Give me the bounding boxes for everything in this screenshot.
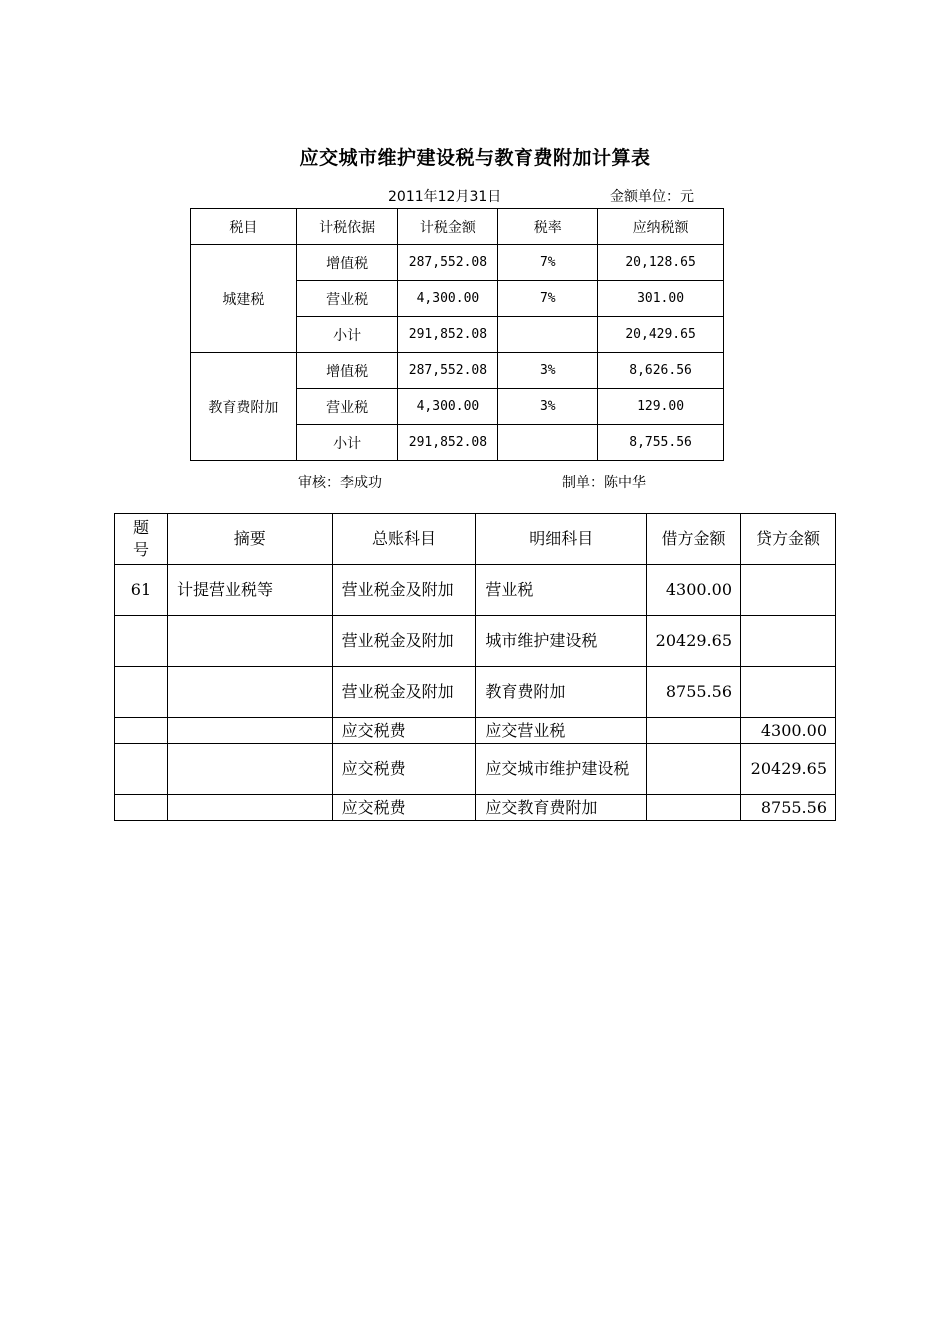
table-header-row: [115, 514, 836, 565]
amount-cell: 4,300.00: [398, 389, 498, 425]
tax-item-name: 教育费附加: [191, 353, 297, 461]
table-header-row: [191, 209, 724, 245]
detail-account-cell: 教育费附加: [476, 667, 647, 718]
general-account-cell: 营业税金及附加: [332, 667, 476, 718]
detail-account-cell: 应交城市维护建设税: [476, 744, 647, 795]
tax-calculation-table: [190, 208, 724, 461]
rate-cell: 7%: [498, 281, 598, 317]
tax-cell: 301.00: [598, 281, 724, 317]
table-row: [115, 667, 836, 718]
amount-cell: 4,300.00: [398, 281, 498, 317]
tax-cell: 8,626.56: [598, 353, 724, 389]
detail-account-cell: 营业税: [476, 565, 647, 616]
journal-entry-table: [114, 513, 836, 821]
rate-cell: 3%: [498, 389, 598, 425]
table-row: [115, 795, 836, 821]
rate-cell: [498, 317, 598, 353]
entry-number: [115, 718, 168, 744]
basis-cell: 营业税: [296, 389, 398, 425]
general-account-cell: 应交税费: [332, 744, 476, 795]
entry-number: [115, 616, 168, 667]
header-cell: 应纳税额: [598, 209, 724, 245]
detail-account-cell: 应交营业税: [476, 718, 647, 744]
general-account-cell: 应交税费: [332, 718, 476, 744]
tax-cell: 8,755.56: [598, 425, 724, 461]
amount-cell: 291,852.08: [398, 425, 498, 461]
debit-cell: 4300.00: [647, 565, 741, 616]
amount-cell: 287,552.08: [398, 245, 498, 281]
debit-cell: 20429.65: [647, 616, 741, 667]
report-date: 2011年12月31日: [388, 189, 502, 205]
table-row: [191, 353, 724, 389]
summary-cell: 计提营业税等: [167, 565, 332, 616]
header-cell: 计税依据: [296, 209, 398, 245]
credit-cell: 4300.00: [741, 718, 836, 744]
basis-cell: 增值税: [296, 245, 398, 281]
general-account-cell: 应交税费: [332, 795, 476, 821]
summary-cell: [167, 744, 332, 795]
debit-cell: [647, 718, 741, 744]
credit-cell: 8755.56: [741, 795, 836, 821]
table-row: [115, 616, 836, 667]
tax-cell: 20,128.65: [598, 245, 724, 281]
header-cell: 计税金额: [398, 209, 498, 245]
header-cell: 税目: [191, 209, 297, 245]
basis-cell: 小计: [296, 425, 398, 461]
header-cell: 总账科目: [332, 514, 476, 565]
summary-cell: [167, 795, 332, 821]
summary-cell: [167, 667, 332, 718]
header-cell: 明细科目: [476, 514, 647, 565]
preparer-signature: 制单：陈中华: [562, 475, 646, 491]
debit-cell: [647, 795, 741, 821]
tax-item-name: 城建税: [191, 245, 297, 353]
table-row: [115, 718, 836, 744]
table-row: [115, 744, 836, 795]
general-account-cell: 营业税金及附加: [332, 616, 476, 667]
debit-cell: [647, 744, 741, 795]
credit-cell: [741, 565, 836, 616]
table-row: [191, 245, 724, 281]
rate-cell: 7%: [498, 245, 598, 281]
basis-cell: 营业税: [296, 281, 398, 317]
entry-number: [115, 667, 168, 718]
rate-cell: [498, 425, 598, 461]
general-account-cell: 营业税金及附加: [332, 565, 476, 616]
header-cell: 摘要: [167, 514, 332, 565]
summary-cell: [167, 718, 332, 744]
header-cell: 题号: [115, 514, 168, 565]
detail-account-cell: 应交教育费附加: [476, 795, 647, 821]
entry-number: [115, 744, 168, 795]
header-cell: 税率: [498, 209, 598, 245]
header-cell: 贷方金额: [741, 514, 836, 565]
header-cell: 借方金额: [647, 514, 741, 565]
credit-cell: [741, 667, 836, 718]
table-row: [115, 565, 836, 616]
summary-cell: [167, 616, 332, 667]
tax-cell: 20,429.65: [598, 317, 724, 353]
page-title: 应交城市维护建设税与教育费附加计算表: [299, 147, 651, 169]
currency-unit: 金额单位：元: [610, 189, 694, 205]
credit-cell: [741, 616, 836, 667]
credit-cell: 20429.65: [741, 744, 836, 795]
basis-cell: 增值税: [296, 353, 398, 389]
amount-cell: 287,552.08: [398, 353, 498, 389]
amount-cell: 291,852.08: [398, 317, 498, 353]
basis-cell: 小计: [296, 317, 398, 353]
detail-account-cell: 城市维护建设税: [476, 616, 647, 667]
entry-number: 61: [115, 565, 168, 616]
entry-number: [115, 795, 168, 821]
tax-cell: 129.00: [598, 389, 724, 425]
reviewer-signature: 审核：李成功: [298, 475, 382, 491]
debit-cell: 8755.56: [647, 667, 741, 718]
rate-cell: 3%: [498, 353, 598, 389]
